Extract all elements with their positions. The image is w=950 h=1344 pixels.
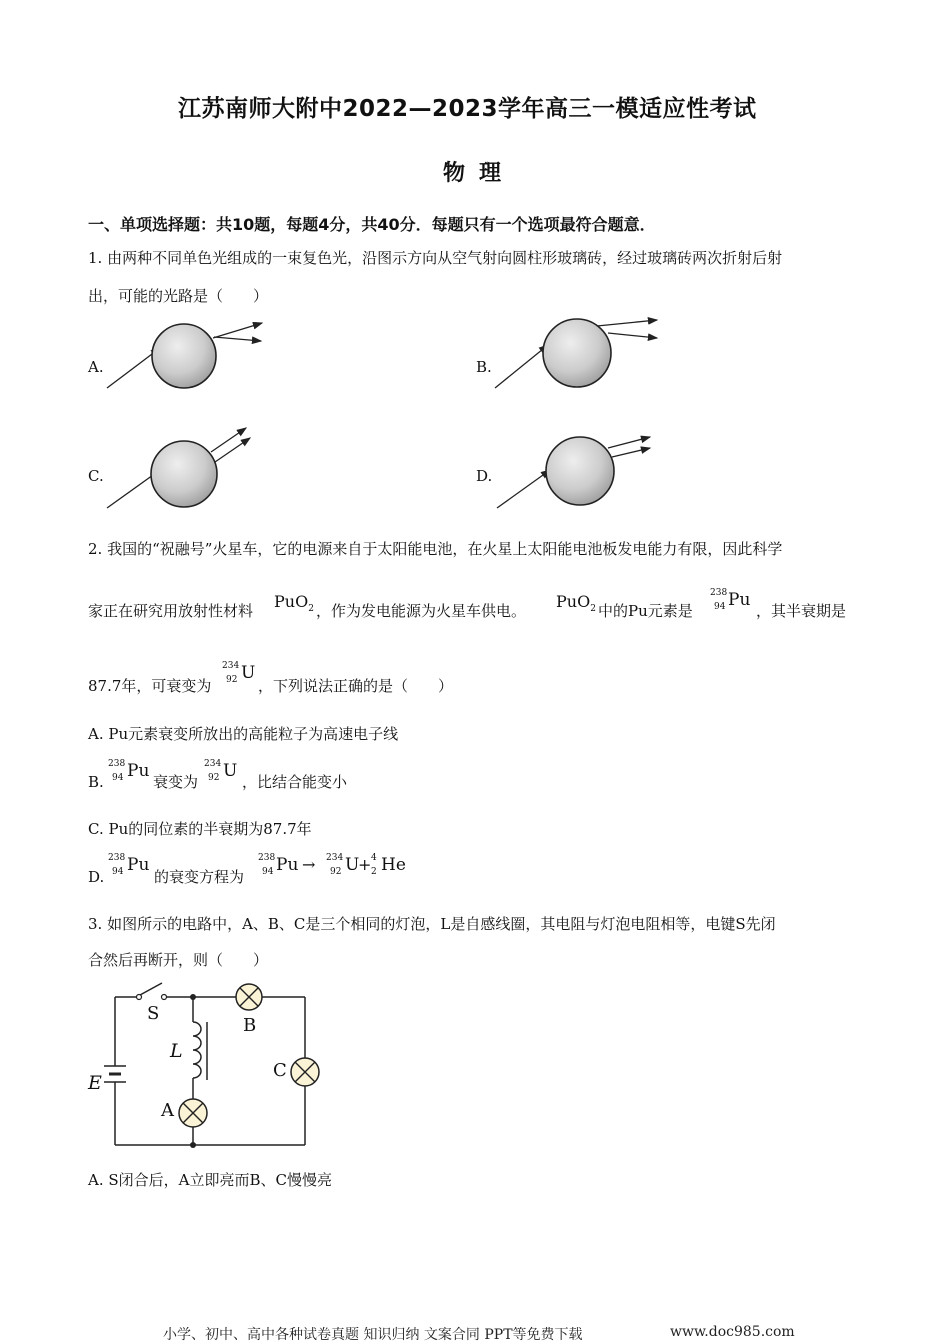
decay-equation: 238 94 Pu → 234 92 U + 4 2 He — [258, 853, 406, 877]
subject-title: 物理 — [443, 161, 516, 186]
q2-option-d-nuclide-pu: 238 94 Pu — [108, 853, 150, 877]
q2-option-b-label: B. — [88, 773, 104, 791]
lamp-c — [291, 1058, 319, 1086]
q2-stem-line2b: ，作为发电能源为火星车供电。 — [316, 602, 527, 620]
formula-puo2: PuO$_2$ — [274, 592, 314, 615]
q2-stem-line2c: 中的Pu元素是 — [598, 602, 693, 620]
nuclide-u-234: 234 92 U — [222, 661, 256, 685]
junction-dot — [190, 994, 196, 1000]
q2-option-b-nuclide-pu: 238 94 Pu — [108, 759, 150, 783]
q2-option-c: C. Pu的同位素的半衰期为87.7年 — [88, 820, 312, 838]
junction-dot — [190, 1142, 196, 1148]
circuit-label-b: B — [243, 1015, 257, 1036]
q2-option-b-end: ，比结合能变小 — [242, 773, 348, 791]
q2-stem-line2d: ，其半衰期是 — [756, 602, 847, 620]
q2-option-b-nuclide-u: 234 92 U — [204, 759, 238, 783]
q1-stem-line1: 1. 由两种不同单色光组成的一束复色光，沿图示方向从空气射向圆柱形玻璃砖，经过玻璃砖两次折射后射 — [88, 249, 783, 267]
q1-option-c: C. — [88, 467, 104, 485]
switch-contact — [162, 995, 167, 1000]
switch-contact — [137, 995, 142, 1000]
nuclide-pu-238: 238 94 Pu — [710, 588, 751, 612]
q2-stem-line3b: ，下列说法正确的是（ ） — [258, 677, 454, 695]
q2-stem-line3a: 87.7年，可衰变为 — [88, 677, 212, 695]
q1-stem-line2: 出，可能的光路是（ ） — [88, 287, 269, 305]
formula-puo2-second: PuO$_2$ — [556, 592, 596, 615]
q2-option-d-label: D. — [88, 868, 105, 886]
q1-option-b: B. — [476, 358, 492, 376]
lamp-a — [179, 1099, 207, 1127]
footer-text: 小学、初中、高中各种试卷真题 知识归纳 文案合同 PPT等免费下载 — [163, 1327, 583, 1343]
section-heading: 一、单项选择题：共10题，每题4分，共40分．每题只有一个选项最符合题意． — [88, 215, 656, 234]
circuit-label-s: S — [147, 1003, 160, 1024]
q3-stem-line2: 合然后再断开，则（ ） — [88, 951, 269, 969]
battery-symbol — [104, 1066, 126, 1082]
lamp-b — [236, 984, 262, 1010]
circuit-label-l: L — [170, 1040, 183, 1062]
q3-option-a: A. S闭合后，A立即亮而B、C慢慢亮 — [88, 1171, 332, 1189]
q1-option-a: A. — [88, 358, 104, 376]
q3-stem-line1: 3. 如图所示的电路中，A、B、C是三个相同的灯泡，L是自感线圈，其电阻与灯泡电阻相等，电键S先闭 — [88, 915, 776, 933]
footer-link[interactable]: www.doc985.com — [670, 1324, 795, 1340]
q2-stem-line1: 2. 我国的“祝融号”火星车，它的电源来自于太阳能电池，在火星上太阳能电池板发电能力有限，因此科学 — [88, 540, 783, 558]
circuit-label-c: C — [273, 1060, 287, 1081]
circuit-label-a: A — [161, 1100, 174, 1121]
q2-option-b-mid: 衰变为 — [153, 773, 199, 791]
circuit-label-e: E — [88, 1072, 102, 1094]
exam-title: 江苏南师大附中2022—2023学年高三一模适应性考试 — [178, 96, 757, 122]
q2-option-d-mid: 的衰变方程为 — [154, 868, 245, 886]
q2-option-a: A. Pu元素衰变所放出的高能粒子为高速电子线 — [88, 725, 399, 743]
q2-stem-line2a: 家正在研究用放射性材料 — [88, 602, 254, 620]
q1-option-d: D. — [476, 467, 493, 485]
